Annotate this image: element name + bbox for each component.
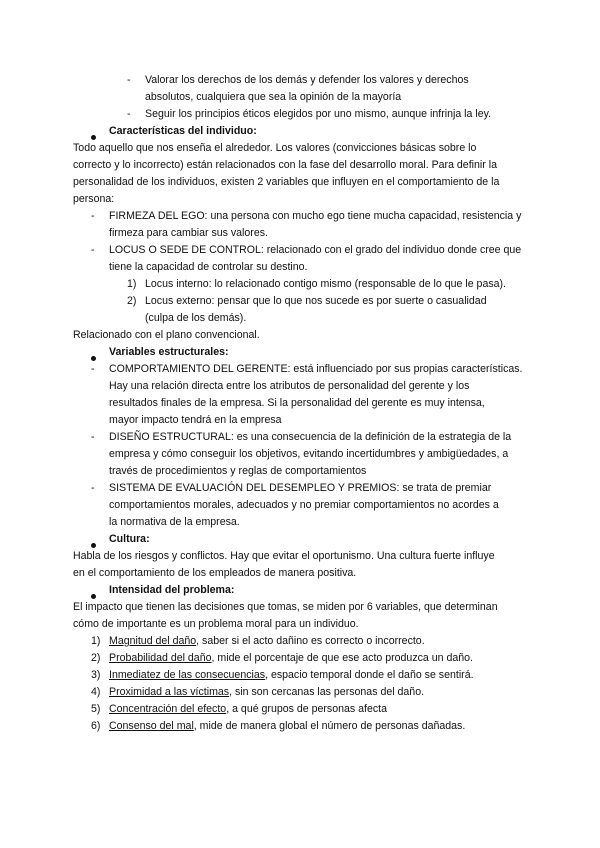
item-term: Consenso del mal xyxy=(109,720,194,732)
text-line: en el comportamiento de los empleados de manera positiva. xyxy=(73,567,357,579)
text-line: absolutos, cualquiera que sea la opinión de la mayoría xyxy=(145,91,402,103)
text-line: Relacionado con el plano convencional. xyxy=(73,329,260,341)
text-line: personalidad de los individuos, existen 2 variables que influyen en el comportamiento de la xyxy=(73,176,500,188)
section-heading: Intensidad del problema: xyxy=(109,584,235,596)
item-description: , sin son cercanas las personas del daño. xyxy=(229,686,425,698)
text-line: persona: xyxy=(73,193,115,205)
item-description: , mide de manera global el número de personas dañadas. xyxy=(193,720,466,732)
text-line: mayor impacto tendrá en la empresa xyxy=(109,414,282,426)
item-term: Inmediatez de las consecuencias xyxy=(109,669,266,681)
item-description: , saber si el acto dañino es correcto o incorrecto. xyxy=(196,635,425,647)
text-line: SISTEMA DE EVALUACIÓN DEL DESEMPLEO Y PREMIOS: se trata de premiar xyxy=(109,482,492,494)
section-heading: Características del individuo: xyxy=(109,125,257,137)
list-number: 6) xyxy=(91,720,101,732)
list-item xyxy=(109,668,474,683)
text-line: Habla de los riesgos y conflictos. Hay que evitar el oportunismo. Una cultura fuerte influye xyxy=(73,550,495,562)
section-heading: Cultura: xyxy=(109,533,150,545)
text-line: Hay una relación directa entre los atributos de personalidad del gerente y los xyxy=(109,380,470,392)
list-number: 5) xyxy=(91,703,101,715)
item-term: Magnitud del daño xyxy=(109,635,197,647)
list-item xyxy=(109,651,473,666)
list-item xyxy=(109,634,425,649)
dash-bullet: - xyxy=(127,108,131,120)
item-description: , mide el porcentaje de que ese acto produzca un daño. xyxy=(211,652,473,664)
text-line: COMPORTAMIENTO DEL GERENTE: está influenciado por sus propias características. xyxy=(109,363,523,375)
text-line: cómo de importante es un problema moral para un individuo. xyxy=(73,618,359,630)
item-description: , espacio temporal donde el daño se sentirá. xyxy=(265,669,474,681)
text-line: la normativa de la empresa. xyxy=(109,516,240,528)
text-line: Locus interno: lo relacionado contigo mismo (responsable de lo que le pasa). xyxy=(145,278,506,290)
item-term: Concentración del efecto xyxy=(109,703,227,715)
text-line: LOCUS O SEDE DE CONTROL: relacionado con el grado del individuo donde cree que xyxy=(109,244,522,256)
dash-bullet: - xyxy=(91,210,95,222)
list-number: 1) xyxy=(127,278,137,290)
dash-bullet: - xyxy=(91,363,95,375)
dash-bullet: - xyxy=(127,74,131,86)
text-line: FIRMEZA DEL EGO: una persona con mucho ego tiene mucha capacidad, resistencia y xyxy=(109,210,522,222)
text-line: correcto y lo incorrecto) están relacionados con la fase del desarrollo moral. Para definir la xyxy=(73,159,497,171)
text-line: DISEÑO ESTRUCTURAL: es una consecuencia de la definición de la estrategia de la xyxy=(109,431,512,443)
list-item xyxy=(109,685,424,700)
list-number: 3) xyxy=(91,669,101,681)
text-line: Valorar los derechos de los demás y defender los valores y derechos xyxy=(145,74,469,86)
list-number: 2) xyxy=(127,295,137,307)
list-item xyxy=(109,719,465,734)
section-heading: Variables estructurales: xyxy=(109,346,229,358)
item-description: , a qué grupos de personas afecta xyxy=(226,703,387,715)
dash-bullet: - xyxy=(91,244,95,256)
dash-bullet: - xyxy=(91,431,95,443)
list-number: 4) xyxy=(91,686,101,698)
dash-bullet: - xyxy=(91,482,95,494)
list-number: 1) xyxy=(91,635,101,647)
text-line: Seguir los principios éticos elegidos por uno mismo, aunque infrinja la ley. xyxy=(145,108,492,120)
text-line: comportamientos morales, adecuados y no premiar comportamientos no acordes a xyxy=(109,499,499,511)
item-term: Proximidad a las víctimas xyxy=(109,686,230,698)
list-number: 2) xyxy=(91,652,101,664)
text-line: El impacto que tienen las decisiones que tomas, se miden por 6 variables, que determinan xyxy=(73,601,498,613)
text-line: través de procedimientos y reglas de comportamientos xyxy=(109,465,367,477)
item-term: Probabilidad del daño xyxy=(109,652,212,664)
text-line: resultados finales de la empresa. Si la personalidad del gerente es muy intensa, xyxy=(109,397,485,409)
text-line: tiene la capacidad de controlar su destino. xyxy=(109,261,308,273)
list-item xyxy=(109,702,387,717)
text-line: firmeza para cambiar sus valores. xyxy=(109,227,268,239)
text-line: empresa y cómo conseguir los objetivos, evitando incertidumbres y ambigüedades, a xyxy=(109,448,509,460)
text-line: Locus externo: pensar que lo que nos sucede es por suerte o casualidad xyxy=(145,295,487,307)
text-line: Todo aquello que nos enseña el alrededor. Los valores (convicciones básicas sobre lo xyxy=(73,142,477,154)
text-line: (culpa de los demás). xyxy=(145,312,247,324)
